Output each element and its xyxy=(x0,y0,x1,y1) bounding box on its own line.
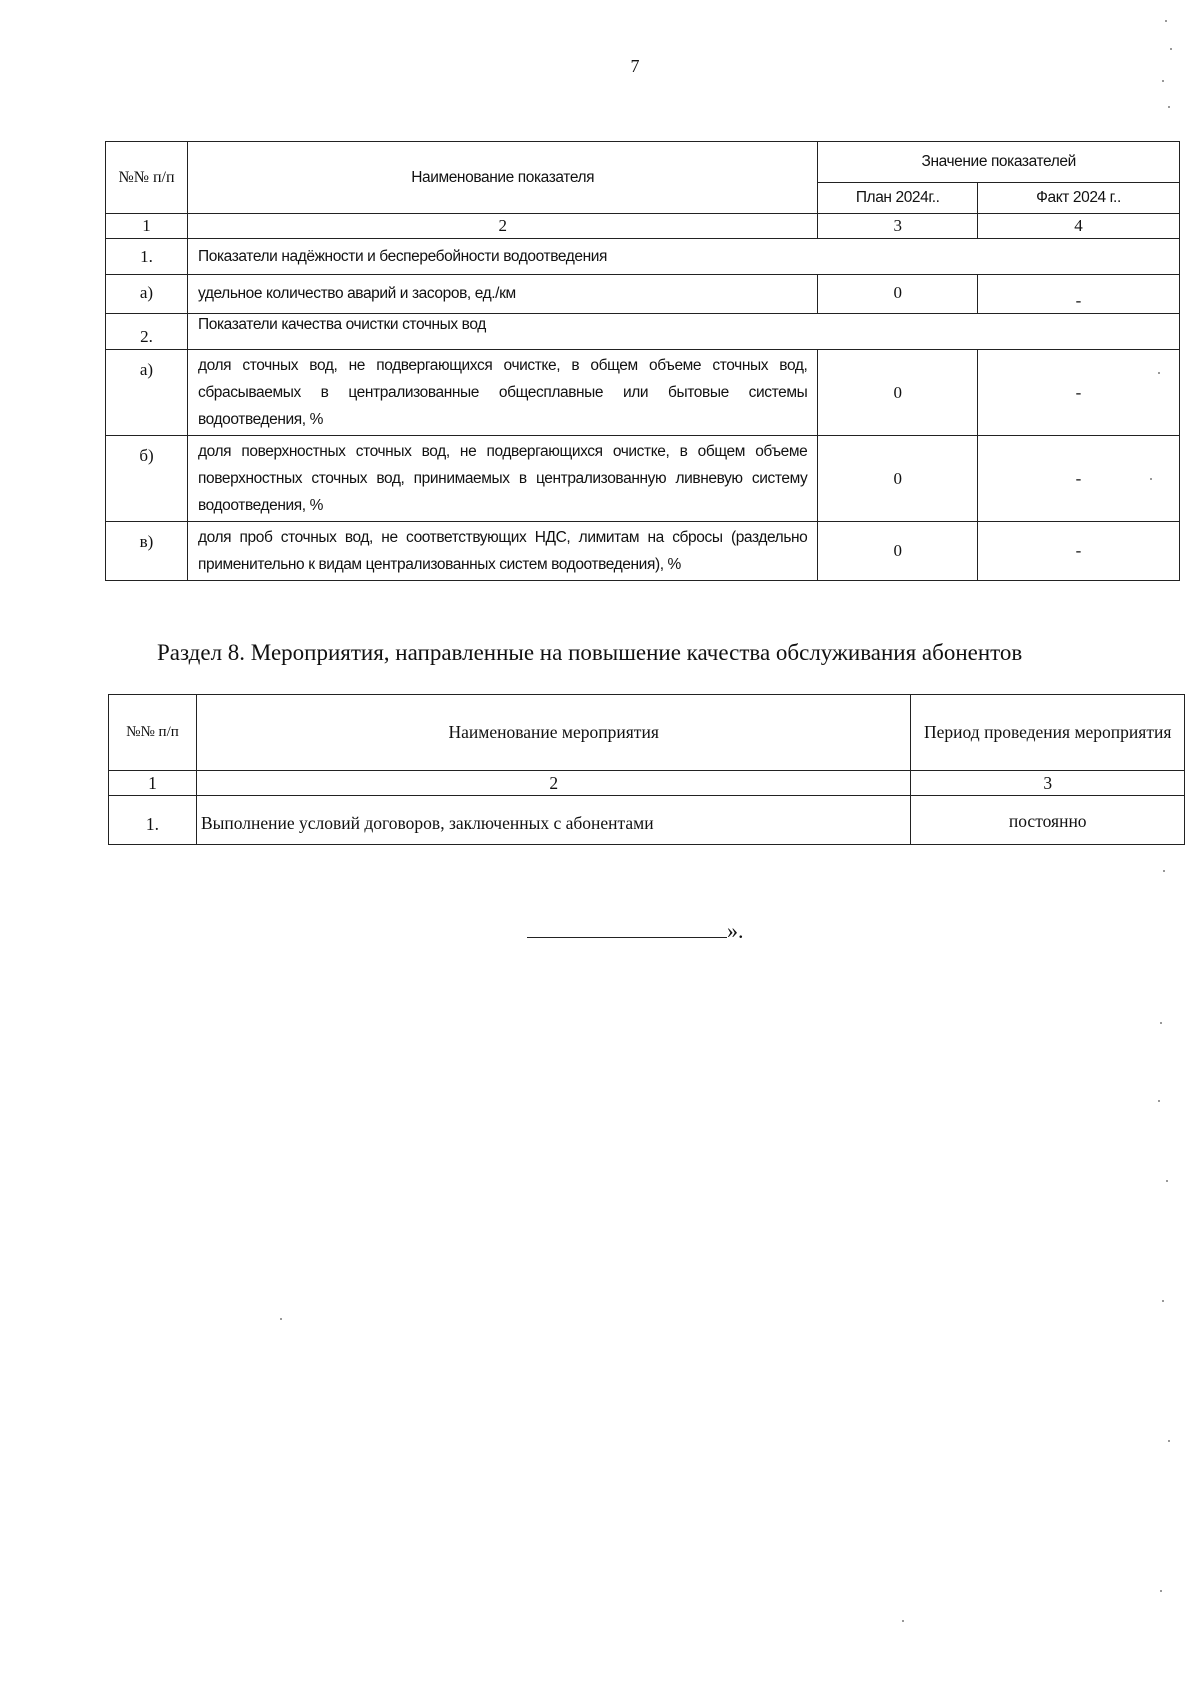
scan-artifact xyxy=(1168,106,1170,108)
column-index-row xyxy=(109,771,1185,796)
header-period: Период проведения мероприятия xyxy=(911,695,1185,771)
table-header-row xyxy=(109,695,1185,771)
scan-artifact xyxy=(1162,1300,1164,1302)
scan-artifact xyxy=(280,1318,282,1320)
measure-name: Выполнение условий договоров, заключенных с абонентами xyxy=(196,796,910,845)
header-plan: План 2024г.. xyxy=(818,183,978,214)
measure-period: постоянно xyxy=(911,796,1185,845)
section-name: Показатели надёжности и бесперебойности водоотведения xyxy=(187,239,1179,275)
scan-artifact xyxy=(1168,1440,1170,1442)
column-index: 1 xyxy=(106,214,188,239)
plan-value: 0 xyxy=(818,275,978,314)
indicator-name: доля сточных вод, не подвергающихся очистке, в общем объеме сточных вод, сбрасываемых в централизованные общесплавные или бытовые системы водоотведения, % xyxy=(187,350,817,436)
scan-artifact xyxy=(1158,372,1160,374)
column-index: 1 xyxy=(109,771,197,796)
row-num: 1. xyxy=(109,796,197,845)
column-index: 2 xyxy=(187,214,817,239)
closing-mark: ». xyxy=(727,918,744,943)
scan-artifact xyxy=(902,1620,904,1622)
scan-artifact xyxy=(1170,48,1172,50)
fact-value: - xyxy=(977,436,1179,522)
column-index: 3 xyxy=(911,771,1185,796)
section-name: Показатели качества очистки сточных вод xyxy=(187,314,1179,350)
row-num: 2. xyxy=(106,314,188,350)
plan-value: 0 xyxy=(818,350,978,436)
row-num: б) xyxy=(106,436,188,522)
row-num: 1. xyxy=(106,239,188,275)
closing-signature-line xyxy=(527,918,744,944)
table-row xyxy=(106,436,1180,522)
column-index: 4 xyxy=(977,214,1179,239)
header-indicator-name: Наименование показателя xyxy=(187,142,817,214)
table-section-row xyxy=(106,239,1180,275)
row-num: а) xyxy=(106,275,188,314)
plan-value: 0 xyxy=(818,436,978,522)
row-num: в) xyxy=(106,522,188,581)
section-8-title: Раздел 8. Мероприятия, направленные на повышение качества обслуживания абонентов xyxy=(157,640,1023,665)
fact-value: - xyxy=(977,350,1179,436)
header-measure-name: Наименование мероприятия xyxy=(196,695,910,771)
page-number: 7 xyxy=(630,56,640,76)
table-row xyxy=(106,350,1180,436)
indicator-name: доля проб сточных вод, не соответствующих НДС, лимитам на сбросы (раздельно применительно к видам централизованных систем водоотведения), % xyxy=(187,522,817,581)
table-section-row xyxy=(106,314,1180,350)
header-values-group: Значение показателей xyxy=(818,142,1180,183)
table-header-row xyxy=(106,142,1180,183)
scan-artifact xyxy=(1162,80,1164,82)
scan-artifact xyxy=(1150,478,1152,480)
blank-line xyxy=(527,927,727,938)
column-index: 3 xyxy=(818,214,978,239)
plan-value: 0 xyxy=(818,522,978,581)
scan-artifact xyxy=(1160,1022,1162,1024)
column-index: 2 xyxy=(196,771,910,796)
header-num: №№ п/п xyxy=(109,695,197,771)
fact-value: - xyxy=(977,275,1179,314)
table-row xyxy=(109,796,1185,845)
header-fact: Факт 2024 г.. xyxy=(977,183,1179,214)
column-index-row xyxy=(106,214,1180,239)
row-num: а) xyxy=(106,350,188,436)
table-row xyxy=(106,522,1180,581)
scan-artifact xyxy=(1160,1590,1162,1592)
indicator-name: доля поверхностных сточных вод, не подвергающихся очистке, в общем объеме поверхностных сточных вод, принимаемых в централизованную ливневую систему водоотведения, % xyxy=(187,436,817,522)
scan-artifact xyxy=(1165,20,1167,22)
indicators-table xyxy=(105,141,1180,581)
scan-artifact xyxy=(1158,1100,1160,1102)
fact-value: - xyxy=(977,522,1179,581)
scan-artifact xyxy=(1166,1180,1168,1182)
header-num: №№ п/п xyxy=(106,142,188,214)
table-row xyxy=(106,275,1180,314)
measures-table xyxy=(108,694,1185,845)
scan-artifact xyxy=(1163,870,1165,872)
indicator-name: удельное количество аварий и засоров, ед./км xyxy=(187,275,817,314)
